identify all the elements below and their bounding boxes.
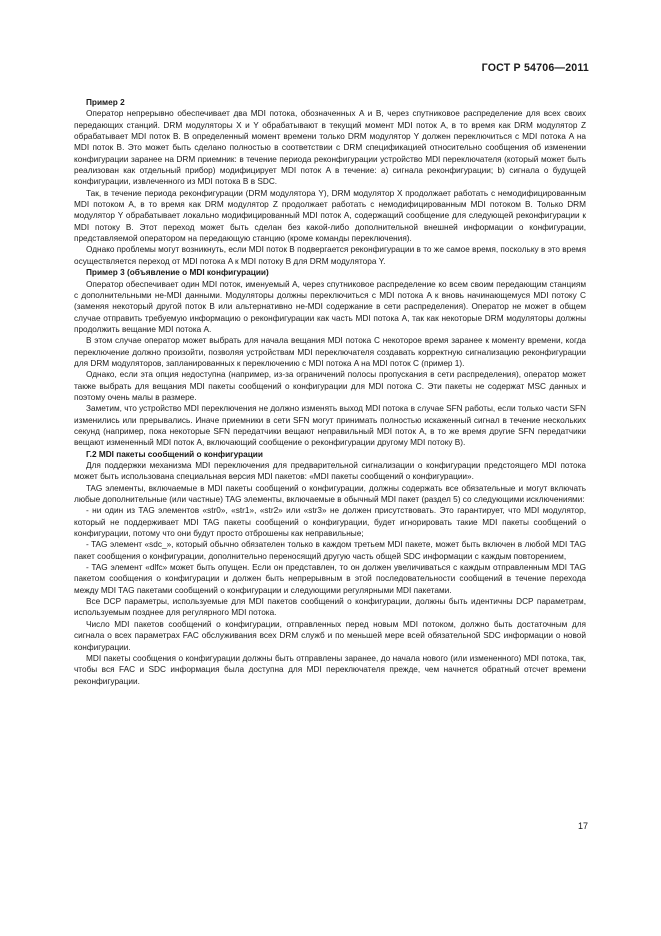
list-item: - TAG элемент «sdc_», который обычно обязателен только в каждом третьем MDI пакете, может быть включен в любой MDI TAG пакет сообщения о конфигурации, дополнительно переносящий другую часть общей SDC информации с каждым повторением, xyxy=(74,540,586,561)
paragraph: Однако проблемы могут возникнуть, если MDI поток B подвергается реконфигурации в то же самое время, поскольку в это время осуществляется переход от MDI потока A к MDI потоку B для DRM модулятора Y. xyxy=(74,245,586,266)
paragraph: Число MDI пакетов сообщений о конфигурации, отправленных перед новым MDI потоком, должно быть достаточным для сигнала о всех параметрах FAC обслуживания всех DRM служб и по меньшей мере всей обязательной SDC информации о новой конфигурации. xyxy=(74,619,586,652)
paragraph: Однако, если эта опция недоступна (например, из-за ограничений полосы пропускания в сети распределения), оператор может также выбрать для вещания MDI пакеты сообщений о конфигурации для MDI потока C. Эти пакеты не содержат MSC данных и поэтому очень малы в размере. xyxy=(74,370,586,402)
section-heading: Г.2 MDI пакеты сообщений о конфигурации xyxy=(86,449,263,459)
paragraph: В этом случае оператор может выбрать для начала вещания MDI потока C некоторое время заранее к моменту времени, когда переключение должно произойти, позволяя устройствам MDI переключателя создавать корректную сигнализацию реконфигурации для DRM модуляторов, запланированных к переключению с MDI потока A на MDI поток C (пример 1). xyxy=(74,336,586,368)
paragraph: Оператор непрерывно обеспечивает два MDI потока, обозначенных A и B, через спутниковое распределение для всех своих передающих станций. DRM модуляторы X и Y обрабатывают в текущий момент MDI поток A, в то время как DRM модулятор Z обрабатывает MDI поток B. В определенный момент времени только DRM модулятор Y должен переключиться с MDI потока A на MDI поток B. Это может быть сделано полностью в соответствии с DRM спецификацией относительно сообщения об изменении конфигурации заранее на DRM приемник: в течение периода реконфигурации устройство MDI переключателя (который может быть реализован как отдельный прибор) модифицирует MDI поток A в течение: a) сигнала реконфигурации; b) сигнала о будущей конфигурации, извлеченного из MDI потока B в SDC. xyxy=(74,109,586,187)
document-body xyxy=(74,97,586,687)
list-item: - TAG элемент «dlfc» может быть опущен. Если он представлен, то он должен увеличиваться с каждым отправленным MDI TAG пакетом сообщения о конфигурации и должен быть непрерывным в этой последовательности сообщений в течение перехода между MDI TAG пакетами сообщений о конфигурации и следующими регулярными MDI пакетами. xyxy=(74,563,586,595)
paragraph: TAG элементы, включаемые в MDI пакеты сообщений о конфигурации, должны содержать все обязательные и могут включать любые дополнительные (или частные) TAG элементы, включаемые в обычный MDI пакет (раздел 5) со следующими исключениями: xyxy=(74,483,586,505)
example-3-heading: Пример 3 (объявление о MDI конфигурации) xyxy=(86,268,269,278)
paragraph: Все DCP параметры, используемые для MDI пакетов сообщений о конфигурации, должны быть идентичны DCP параметрам, используемым позднее для регулярного MDI потока. xyxy=(74,597,586,618)
page-number: 17 xyxy=(577,821,588,831)
paragraph: Так, в течение периода реконфигурации (DRM модулятора Y), DRM модулятор X продолжает работать с немодифицированным MDI потоком A, в то время как DRM модулятор Z продолжает работать с немодифицированным MDI потоком B. Только DRM модулятор Y обрабатывает локально модифицированный MDI поток A, содержащий сообщение для следующей реконфигурации к MDI потоку B. Этот переход может быть сделан без какой-либо дополнительной внешней информации о конфигурации, представляемой оператором на передающую станцию (кроме команды переключения). xyxy=(74,188,586,244)
paragraph: MDI пакеты сообщения о конфигурации должны быть отправлены заранее, до начала нового (или измененного) MDI потока, так, чтобы вся FAC и SDC информация была доступна для MDI переключателя прежде, чем начнется обратный отсчет времени реконфигурации. xyxy=(74,653,586,686)
standard-header: ГОСТ Р 54706—2011 xyxy=(481,62,589,74)
paragraph: Заметим, что устройство MDI переключения не должно изменять выход MDI потока в случае SFN работы, если только части SFN изменились или прерывались. Иначе приемники в сети SFN могут принимать полностью искаженный сигнал в течение нескольких секунд (например, пока некоторые SFN передатчики вещают неправильный MDI поток A, в то же время другие SFN передатчики вещают измененный MDI поток A, включающий сообщение о реконфигурации другому MDI потоку B). xyxy=(74,404,586,448)
example-2-heading: Пример 2 xyxy=(86,98,125,107)
list-item: - ни один из TAG элементов «str0», «str1», «str2» или «str3» не должен присутствовать. Это гарантирует, что MDI модулятор, который не поддерживает MDI TAG пакеты сообщений о конфигурации, будет игнорировать такие MDI пакеты сообщений о конфигурации, потому что они будут просто отброшены как неправильные; xyxy=(74,506,586,539)
paragraph: Для поддержки механизма MDI переключения для предварительной сигнализации о конфигурации предстоящего MDI потока может быть использована специальная версия MDI пакетов: «MDI пакеты сообщений о конфигурации». xyxy=(74,461,586,482)
paragraph: Оператор обеспечивает один MDI поток, именуемый A, через спутниковое распределение ко всем своим передающим станциям с дополнительными не-MDI данными. Модуляторы должны переключиться с MDI потока A к вновь начинающемуся MDI потоку C (заменяя некоторый другой поток B или альтернативно не-MDI содержание в сети распределения). Оператор не может в общем случае отправить требуемую информацию о реконфигурации как часть MDI потока A, так как некоторые DRM модуляторы должны продолжить вещание MDI потока A. xyxy=(74,279,586,334)
